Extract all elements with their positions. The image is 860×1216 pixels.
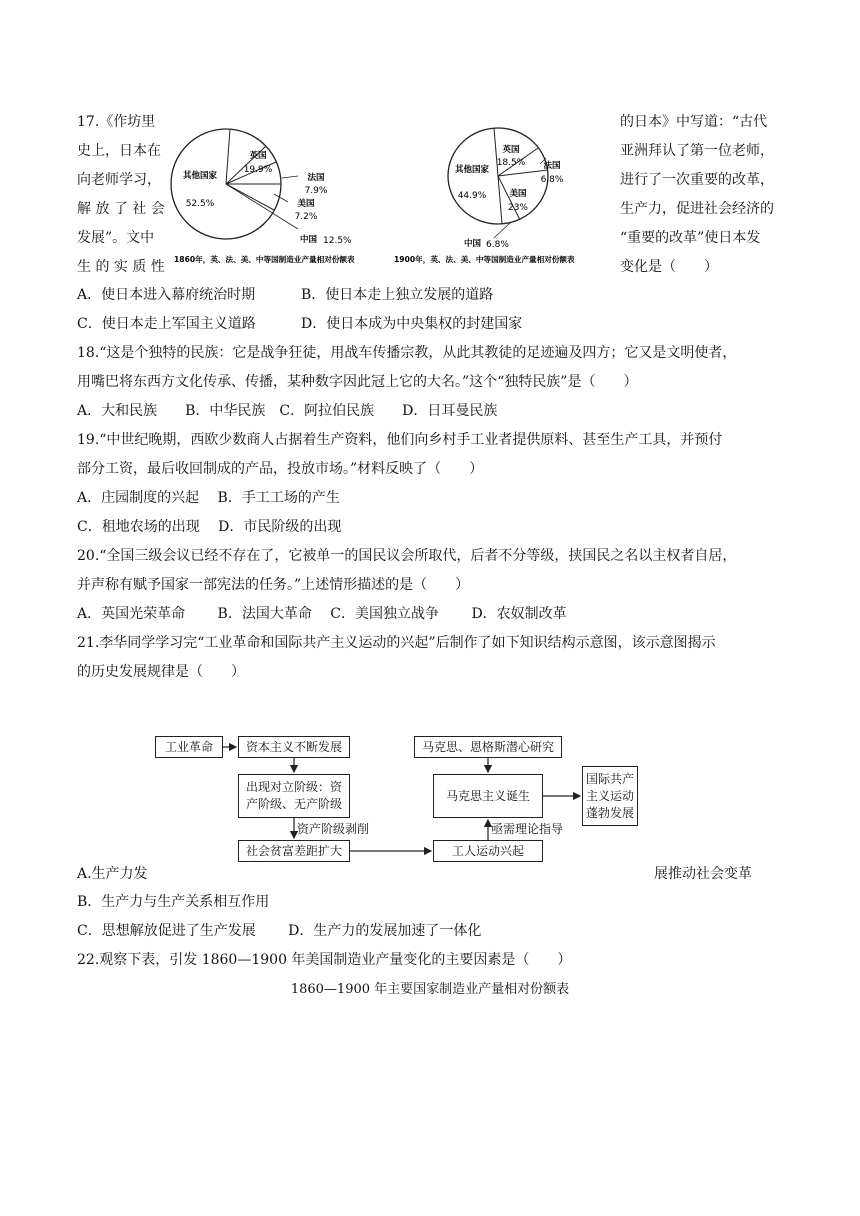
box-international-movement: 国际共产主义运动蓬勃发展 bbox=[582, 766, 638, 826]
q19-stem-line: 19.“中世纪晚期，西欧少数商人占据着生产资料，他们向乡村手工业者提供原料、甚至生产工具，并预付 bbox=[77, 432, 723, 448]
box-wealth-gap: 社会贫富差距扩大 bbox=[238, 840, 350, 862]
pie-1900-label: 其他国家 bbox=[454, 165, 490, 175]
pie-1860-caption: 1860年，英、法、美、中等国制造业产量相对份额表 bbox=[174, 255, 355, 264]
q17-left-line: 向老师学习， bbox=[77, 172, 161, 188]
pie-chart-1900 bbox=[390, 122, 620, 270]
q21-option-a-right: 展推动社会变革 bbox=[654, 866, 752, 882]
label-theory-needed: 亟需理论指导 bbox=[491, 822, 564, 836]
q21-option-b: B．生产力与生产关系相互作用 bbox=[77, 894, 270, 910]
q19-options: A．庄园制度的兴起 B．手工工场的产生 bbox=[77, 490, 340, 506]
q17-option-d: D．使日本成为中央集权的封建国家 bbox=[301, 316, 523, 332]
diagram-arrows bbox=[150, 730, 650, 870]
q21-stem-line: 的历史发展规律是（ ） bbox=[77, 664, 245, 680]
pie-1860-leader bbox=[282, 176, 298, 178]
q17-right-line: 生产力，促进社会经济的 bbox=[620, 201, 774, 217]
q17-right-line: 的日本》中写道：“古代 bbox=[620, 114, 768, 130]
q19-stem-line: 部分工资，最后收回制成的产品，投放市场。”材料反映了（ ） bbox=[77, 461, 484, 477]
q17-option-c: C．使日本走上军国主义道路 bbox=[77, 316, 256, 332]
q18-options: A．大和民族 B．中华民族 C．阿拉伯民族 D．日耳曼民族 bbox=[77, 403, 498, 419]
q17-left-line: 生 的 实 质 性 bbox=[77, 259, 165, 275]
q18-stem-line: 18.“这是个独特的民族：它是战争狂徒，用战车传播宗教，从此其教徒的足迹遍及四方；它又是文明使者， bbox=[77, 345, 737, 361]
q21-option-a-left: A.生产力发 bbox=[77, 866, 148, 882]
box-marx-research: 马克思、恩格斯潜心研究 bbox=[414, 736, 562, 758]
pie-1860-label: 19.9% bbox=[243, 165, 273, 175]
pie-1900-label: 18.5% bbox=[496, 158, 526, 168]
q17-left-line: 史上，日本在 bbox=[77, 143, 161, 159]
q17-left-line: 发展”。文中 bbox=[77, 230, 155, 246]
pie-1900-label: 英国 bbox=[502, 145, 520, 155]
pie-1860-label: 52.5% bbox=[185, 199, 215, 209]
q19-options: C．租地农场的出现 D．市民阶级的出现 bbox=[77, 519, 342, 535]
pie-1900-label: 中国 bbox=[464, 239, 482, 249]
box-opposed-classes: 出现对立阶级：资产阶级、无产阶级 bbox=[238, 774, 350, 818]
pie-chart-1860 bbox=[170, 122, 400, 270]
pie-1900-label: 美国 bbox=[509, 189, 527, 199]
pie-1860-label: 7.2% bbox=[294, 212, 318, 222]
q17-option-b: B．使日本走上独立发展的道路 bbox=[301, 287, 494, 303]
q17-right-line: 变化是（ ） bbox=[620, 259, 718, 275]
box-capitalism: 资本主义不断发展 bbox=[238, 736, 350, 758]
q18-stem-line: 用嘴巴将东西方文化传承、传播，某种数字因此冠上它的大名。”这个“独特民族”是（ ） bbox=[77, 374, 638, 390]
pie-1860-svg bbox=[170, 122, 400, 270]
q17-option-a: A．使日本进入幕府统治时期 bbox=[77, 287, 256, 303]
pie-1900-label: 6.8% bbox=[486, 240, 509, 250]
pie-1900-caption: 1900年，英、法、美、中等国制造业产量相对份额表 bbox=[394, 255, 575, 264]
q20-options: A．英国光荣革命 B．法国大革命 C．美国独立战争 D．农奴制改革 bbox=[77, 606, 567, 622]
q17-right-line: 进行了一次重要的改革， bbox=[620, 172, 774, 188]
pie-1860-label: 中国 bbox=[300, 235, 318, 245]
pie-1860-label: 美国 bbox=[297, 199, 315, 209]
pie-1860-label: 12.5% bbox=[323, 236, 352, 246]
q22-stem: 22.观察下表，引发 1860—1900 年美国制造业产量变化的主要因素是（ ） bbox=[77, 952, 572, 968]
q17-left-line: 解 放 了 社 会 bbox=[77, 201, 165, 217]
pie-1860-label: 法国 bbox=[307, 173, 325, 183]
q20-stem-line: 20.“全国三级会议已经不存在了，它被单一的国民议会所取代，后者不分等级，挟国民之名以主权者自居， bbox=[77, 548, 737, 564]
box-workers-movement: 工人运动兴起 bbox=[433, 840, 543, 862]
box-industrial-revolution: 工业革命 bbox=[155, 736, 223, 758]
q22-table-title: 1860—1900 年主要国家制造业产量相对份额表 bbox=[290, 982, 570, 997]
pie-1860-label: 其他国家 bbox=[182, 171, 218, 181]
pie-1900-label: 44.9% bbox=[457, 191, 487, 201]
q17-left-line: 17.《作坊里 bbox=[77, 114, 156, 130]
q21-option-cd: C．思想解放促进了生产发展 D．生产力的发展加速了一体化 bbox=[77, 923, 482, 939]
box-marxism-born: 马克思主义诞生 bbox=[433, 774, 543, 818]
q17-right-line: “重要的改革”使日本发 bbox=[620, 230, 761, 246]
pie-1900-svg bbox=[390, 122, 620, 270]
q20-stem-line: 并声称有赋予国家一部宪法的任务。”上述情形描述的是（ ） bbox=[77, 577, 470, 593]
pie-1860-label: 英国 bbox=[249, 151, 267, 161]
q17-right-line: 亚洲拜认了第一位老师， bbox=[620, 143, 774, 159]
pie-1900-label: 法国 bbox=[543, 161, 561, 171]
q21-stem-line: 21.李华同学学习完“工业革命和国际共产主义运动的兴起”后制作了如下知识结构示意图，该示意图揭示 bbox=[77, 635, 716, 651]
label-exploitation: 资产阶级剥削 bbox=[297, 822, 370, 836]
pie-1900-label: 6.8% bbox=[540, 175, 564, 185]
pie-1860-label: 7.9% bbox=[304, 186, 328, 196]
pie-1900-label: 23% bbox=[507, 203, 529, 213]
